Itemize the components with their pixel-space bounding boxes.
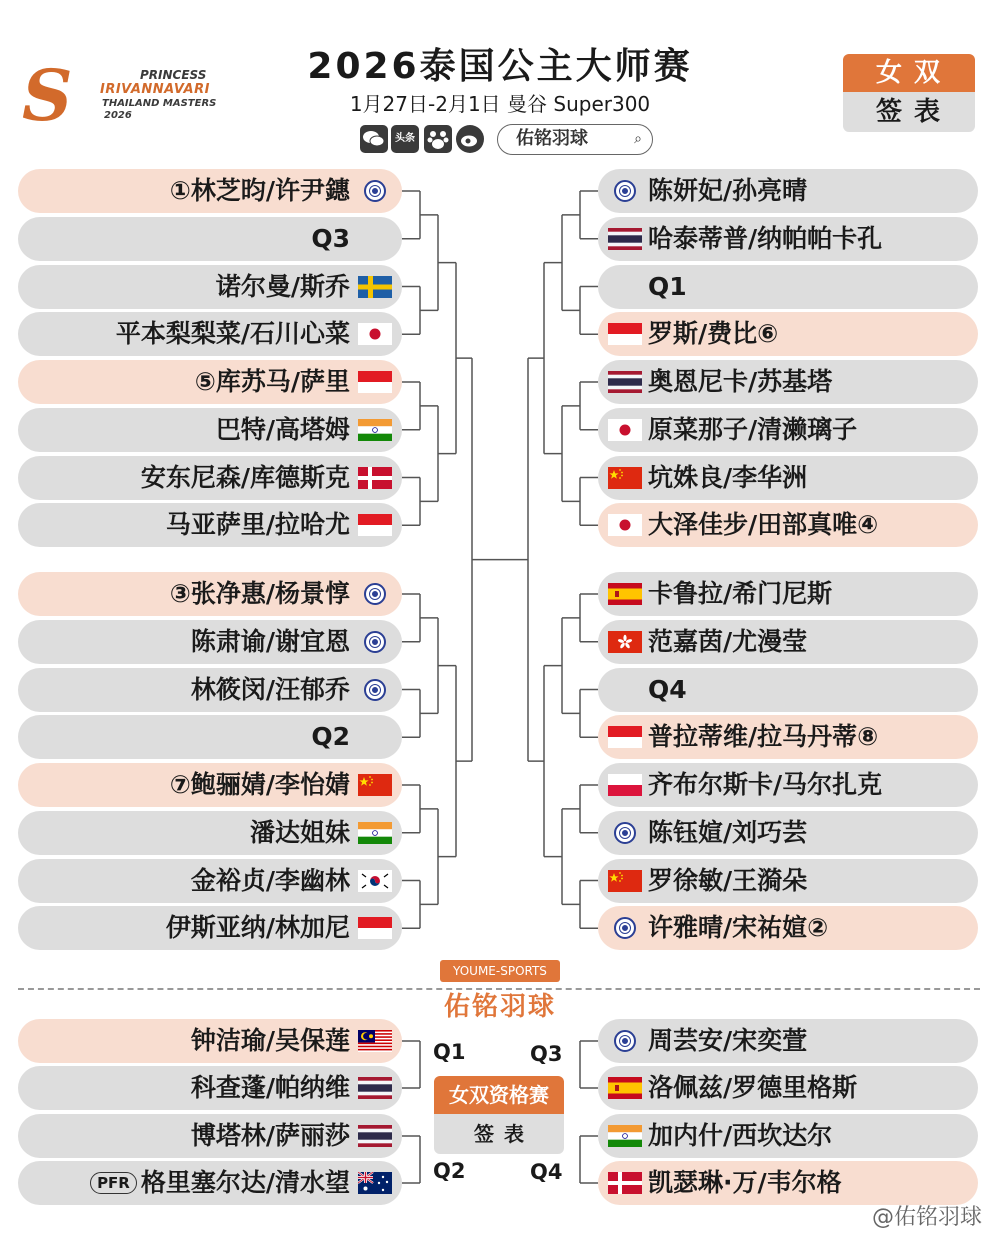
player-names-text: ①林芝昀/许尹鏸: [169, 176, 350, 205]
tha-flag-icon: [608, 228, 642, 250]
player-names: [648, 1161, 842, 1205]
ina-flag-icon: [608, 323, 642, 345]
logo-line-1: PRINCESS: [140, 68, 207, 82]
player-names: [116, 312, 350, 356]
player-names: [191, 668, 350, 712]
right-draw-entry: [598, 668, 978, 712]
ina-flag-icon: [358, 371, 392, 393]
player-names-text: 平本梨梨菜/石川心菜: [115, 319, 350, 349]
player-names-text: 金裕贞/李幽林: [190, 865, 350, 895]
player-names-text: 罗徐敏/王漪朵: [648, 865, 808, 895]
tha-flag-icon: [358, 1125, 392, 1147]
tpe-roundel-icon: [364, 583, 386, 605]
chn-flag-icon: [358, 774, 392, 796]
jpn-flag-icon: [358, 323, 392, 345]
tpe-roundel-icon: [614, 822, 636, 844]
qualification-badge-bottom: 签表: [434, 1114, 564, 1154]
player-names-text: 博塔林/萨丽莎: [190, 1121, 350, 1150]
right-draw-entry: [598, 1114, 978, 1158]
player-names: [648, 217, 882, 261]
player-names: [648, 1019, 807, 1063]
player-names-text: Q2: [311, 722, 350, 752]
player-names: [141, 456, 350, 500]
den-flag-icon: [608, 1172, 642, 1194]
right-draw-entry: [598, 217, 978, 261]
left-draw-entry: [18, 859, 402, 903]
player-names: [648, 408, 857, 452]
right-draw-entry: [598, 408, 978, 452]
left-draw-entry: [18, 503, 402, 547]
player-names-text: 许雅晴/宋祐媗②: [648, 913, 829, 943]
right-draw-entry: [598, 1019, 978, 1063]
pol-flag-icon: [608, 774, 642, 796]
right-draw-entry: [598, 572, 978, 616]
tpe-roundel-icon: [614, 917, 636, 939]
player-names: [216, 265, 350, 309]
player-names-text: 陈肃谕/谢宜恩: [190, 626, 350, 656]
player-names-text: 巴特/高塔姆: [215, 414, 350, 444]
player-names-text: Q1: [648, 271, 687, 301]
qualification-badge-top: 女双资格赛: [434, 1076, 564, 1114]
left-draw-entry: [18, 1066, 402, 1110]
player-names-text: ⑦鲍骊婧/李怡婧: [169, 770, 350, 799]
player-names: [648, 456, 807, 500]
jpn-flag-icon: [608, 419, 642, 441]
player-names: [250, 811, 350, 855]
qual-label-q3: Q3: [530, 1042, 563, 1066]
player-names-text: 范嘉茵/尤漫莹: [648, 626, 808, 656]
ind-flag-icon: [608, 1125, 642, 1147]
swe-flag-icon: [358, 276, 392, 298]
right-draw-entry: [598, 906, 978, 950]
player-names-text: 加内什/西坎达尔: [648, 1121, 833, 1150]
player-names-text: 科查蓬/帕纳维: [190, 1073, 350, 1102]
player-names: [648, 265, 687, 309]
player-names: [648, 668, 687, 712]
right-draw-entry: [598, 1066, 978, 1110]
left-draw-entry: [18, 1161, 402, 1205]
left-draw-entry: [18, 408, 402, 452]
qualification-badge: [434, 1076, 564, 1154]
tpe-roundel-icon: [364, 631, 386, 653]
player-names: [166, 503, 350, 547]
player-names-text: 伊斯亚纳/林加尼: [165, 913, 350, 943]
logo-line-3: THAILAND MASTERS: [102, 98, 217, 109]
right-draw-entry: [598, 503, 978, 547]
mas-flag-icon: [358, 1030, 392, 1052]
search-icon: ⌕: [634, 131, 642, 147]
left-draw-entry: [18, 312, 402, 356]
ind-flag-icon: [358, 419, 392, 441]
player-names-text: 洛佩兹/罗德里格斯: [648, 1073, 858, 1102]
right-draw-entry: [598, 169, 978, 213]
player-names: [170, 169, 350, 213]
left-draw-entry: [18, 715, 402, 759]
player-names: [170, 763, 350, 807]
left-draw-entry: [18, 763, 402, 807]
player-names: [191, 1066, 350, 1110]
player-names: [648, 763, 882, 807]
player-names-text: 普拉蒂维/拉马丹蒂⑧: [648, 722, 879, 752]
esp-flag-icon: [608, 583, 642, 605]
qual-label-q4: Q4: [530, 1160, 563, 1184]
player-names-text: 马亚萨里/拉哈尤: [165, 510, 350, 540]
player-names: [191, 859, 350, 903]
pfr-badge: PFR: [90, 1172, 137, 1194]
right-draw-entry: [598, 763, 978, 807]
watermark-name: 佑铭羽球: [443, 992, 556, 1022]
player-names: [191, 1019, 350, 1063]
player-names-text: ③张净惠/杨景惇: [169, 579, 350, 608]
tpe-roundel-icon: [364, 180, 386, 202]
player-names: [195, 360, 350, 404]
player-names-text: 坑姝良/李华洲: [648, 462, 808, 492]
player-names: [191, 620, 350, 664]
player-names-text: 凯瑟琳·万/韦尔格: [648, 1168, 842, 1197]
player-names-text: 钟洁瑜/吴保莲: [190, 1026, 350, 1055]
player-names-text: Q4: [648, 674, 687, 704]
event-badge-top: 女双: [843, 54, 975, 92]
ind-flag-icon: [358, 822, 392, 844]
qual-label-q2: Q2: [433, 1159, 466, 1183]
right-draw-entry: [598, 859, 978, 903]
page-subtitle: 1月27日-2月1日 曼谷 Super300: [349, 92, 651, 116]
tha-flag-icon: [608, 371, 642, 393]
left-draw-entry: [18, 620, 402, 664]
right-draw-entry: [598, 265, 978, 309]
page-title: 2026泰国公主大师赛: [307, 46, 693, 87]
player-names: [648, 620, 807, 664]
player-names: [166, 906, 350, 950]
logo-line-2: IRIVANNAVARI: [100, 82, 210, 97]
player-names: [648, 715, 878, 759]
left-draw-entry: [18, 169, 402, 213]
logo-line-4: 2026: [104, 110, 132, 121]
right-draw-entry: [598, 312, 978, 356]
player-names: [648, 811, 807, 855]
left-draw-entry: [18, 811, 402, 855]
player-names-text: 原菜那子/清濑璃子: [648, 414, 858, 444]
left-draw-entry: [18, 668, 402, 712]
player-names-text: 格里塞尔达/清水望: [140, 1168, 350, 1197]
tpe-roundel-icon: [614, 180, 636, 202]
left-draw-entry: [18, 906, 402, 950]
footer-watermark: @佑铭羽球: [871, 1205, 982, 1230]
player-names-text: 林筱闵/汪郁乔: [190, 674, 350, 704]
tpe-roundel-icon: [364, 679, 386, 701]
qual-label-q1: Q1: [433, 1040, 466, 1064]
player-names-text: 周芸安/宋奕萱: [648, 1026, 808, 1055]
toutiao-icon: 头条: [391, 125, 419, 153]
tha-flag-icon: [358, 1077, 392, 1099]
ina-flag-icon: [608, 726, 642, 748]
left-draw-entry: [18, 265, 402, 309]
player-names-text: 奥恩尼卡/苏基塔: [648, 367, 833, 396]
player-names: [648, 1066, 857, 1110]
hkg-flag-icon: [608, 631, 642, 653]
player-names: [648, 1114, 832, 1158]
right-draw-entry: [598, 620, 978, 664]
ina-flag-icon: [358, 917, 392, 939]
left-draw-entry: [18, 1019, 402, 1063]
den-flag-icon: [358, 467, 392, 489]
player-names: [648, 503, 878, 547]
chn-flag-icon: [608, 467, 642, 489]
tpe-roundel-icon: [614, 1030, 636, 1052]
player-names: [648, 859, 807, 903]
player-names-text: ⑤库苏马/萨里: [194, 367, 350, 396]
player-names: [90, 1161, 350, 1205]
esp-flag-icon: [608, 1077, 642, 1099]
player-names-text: 哈泰蒂普/纳帕帕卡孔: [648, 223, 883, 253]
player-names-text: Q3: [311, 223, 350, 253]
player-names-text: 安东尼森/库德斯克: [140, 462, 350, 492]
player-names: [216, 408, 350, 452]
player-names: [311, 715, 350, 759]
left-draw-entry: [18, 456, 402, 500]
right-draw-entry: [598, 715, 978, 759]
player-names-text: 大泽佳步/田部真唯④: [648, 510, 879, 540]
player-names: [648, 169, 807, 213]
left-draw-entry: [18, 217, 402, 261]
player-names-text: 陈妍妃/孙亮晴: [648, 176, 808, 205]
left-draw-entry: [18, 360, 402, 404]
right-draw-entry: [598, 456, 978, 500]
right-draw-entry: [598, 1161, 978, 1205]
player-names: [648, 906, 828, 950]
player-names: [648, 360, 832, 404]
player-names-text: 齐布尔斯卡/马尔扎克: [648, 770, 883, 799]
watermark-tag: YOUME-SPORTS: [440, 960, 560, 982]
kor-flag-icon: [358, 870, 392, 892]
player-names: [648, 572, 832, 616]
ina-flag-icon: [358, 514, 392, 536]
player-names-text: 罗斯/费比⑥: [648, 319, 779, 349]
jpn-flag-icon: [608, 514, 642, 536]
player-names: [170, 572, 350, 616]
player-names: [311, 217, 350, 261]
search-text: 佑铭羽球: [516, 128, 588, 149]
logo-letter: S: [22, 54, 73, 137]
right-draw-entry: [598, 811, 978, 855]
player-names-text: 诺尔曼/斯乔: [215, 271, 350, 301]
aus-flag-icon: [358, 1172, 392, 1194]
player-names: [191, 1114, 350, 1158]
player-names-text: 卡鲁拉/希门尼斯: [648, 579, 833, 608]
left-draw-entry: [18, 572, 402, 616]
right-draw-entry: [598, 360, 978, 404]
player-names-text: 潘达姐妹: [249, 817, 350, 847]
left-draw-entry: [18, 1114, 402, 1158]
player-names-text: 陈钰媗/刘巧芸: [648, 817, 808, 847]
player-names: [648, 312, 778, 356]
chn-flag-icon: [608, 870, 642, 892]
event-badge-bottom: 签表: [843, 92, 975, 132]
